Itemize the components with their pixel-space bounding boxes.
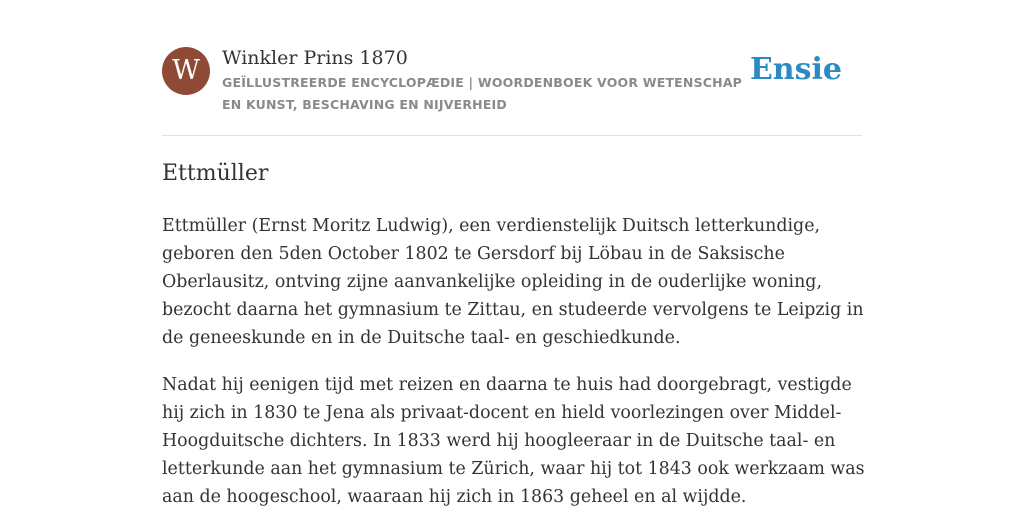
header-divider — [162, 135, 862, 136]
source-title[interactable]: Winkler Prins 1870 — [222, 47, 408, 69]
entry-body — [162, 212, 867, 512]
entry-paragraph: Nadat hij eenigen tijd met reizen en daarna te huis had doorgebragt, vestigde hij zich in 1830 te Jena als privaat-docent en hield voorlezingen over Middel-Hoogduitsche dichters. In 1833 werd hij hoogleeraar in de Duitsche taal- en letterkunde aan het gymnasium te Zürich, waar hij tot 1843 ook werkzaam was aan de hoogeschool, waaraan hij zich in 1863 geheel en al wijdde. — [162, 375, 865, 507]
ensie-logo-link[interactable]: Ensie — [749, 52, 842, 87]
source-header — [162, 46, 862, 118]
source-subtitle: GEÏLLUSTREERDE ENCYCLOPÆDIE | WOORDENBOEK VOOR WETENSCHAP EN KUNST, BESCHAVING EN NIJVERHEID — [222, 75, 743, 112]
entry-paragraph: Ettmüller (Ernst Moritz Ludwig), een verdienstelijk Duitsch letterkundige, geboren den 5den October 1802 te Gersdorf bij Löbau in de Saksische Oberlausitz, ontving zijne aanvankelijke opleiding in de ouderlijke woning, bezocht daarna het gymnasium te Zittau, en studeerde vervolgens te Leipzig in de geneeskunde en in de Duitsche taal- en geschiedkunde. — [162, 216, 864, 348]
entry-title: Ettmüller — [162, 161, 269, 186]
source-avatar[interactable]: W — [162, 47, 210, 95]
